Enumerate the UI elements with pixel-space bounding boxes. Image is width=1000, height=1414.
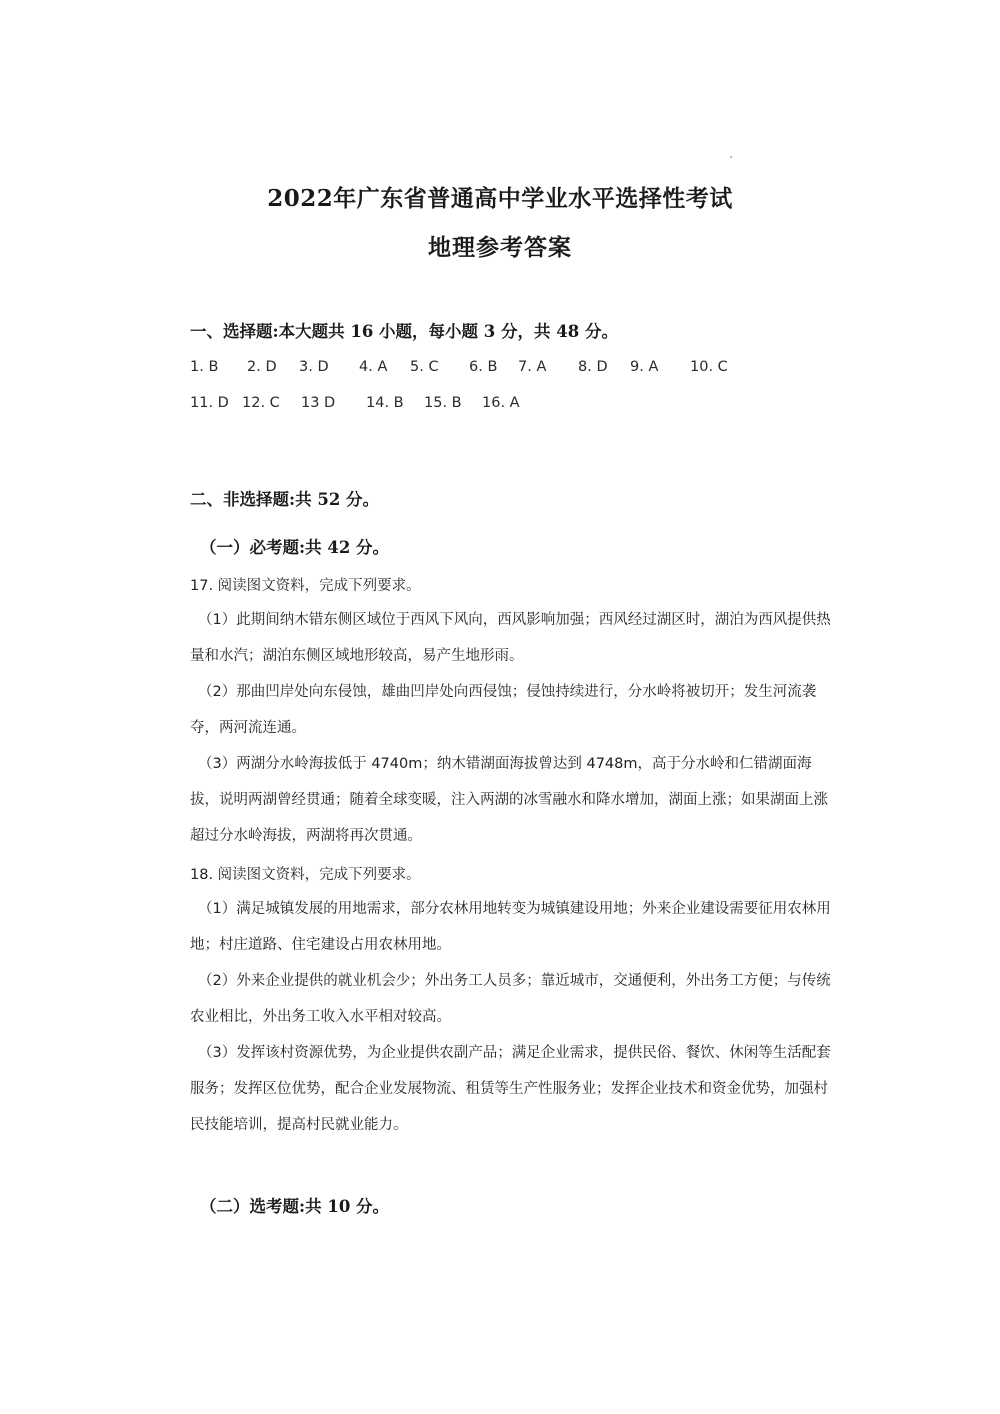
section2-heading: 二、非选择题:共 52 分。 <box>190 490 380 509</box>
question-18-answer-1: （1）满足城镇发展的用地需求，部分农林用地转变为城镇建设用地；外来企业建设需要征用农林用地；村庄道路、住宅建设占用农林用地。 <box>190 901 831 953</box>
question-17-answer-2: （2）那曲凹岸处向东侵蚀，雄曲凹岸处向西侵蚀；侵蚀持续进行，分水岭将被切开；发生河流袭夺，两河流连通。 <box>190 684 817 736</box>
answer-8: 8. D <box>578 359 608 375</box>
document-title: 2022年广东省普通高中学业水平选择性考试 <box>267 185 733 212</box>
answer-3: 3. D <box>299 359 329 375</box>
required-questions-heading: （一）必考题:共 42 分。 <box>200 538 390 557</box>
answer-9: 9. A <box>630 359 659 375</box>
answer-12: 12. C <box>242 395 280 411</box>
question-17-answer-3: （3）两湖分水岭海拔低于 4740m；纳木错湖面海拔曾达到 4748m，高于分水岭和仁错湖面海拔，说明两湖曾经贯通；随着全球变暖，注入两湖的冰雪融水和降水增加，湖面上涨；如果湖面上涨超过分水岭海拔，两湖将再次贯通。 <box>190 756 828 844</box>
question-17-answer-1: （1）此期间纳木错东侧区域位于西风下风向，西风影响加强；西风经过湖区时，湖泊为西风提供热量和水汽；湖泊东侧区域地形较高，易产生地形雨。 <box>190 612 831 664</box>
answer-15: 15. B <box>424 395 462 411</box>
answer-4: 4. A <box>359 359 388 375</box>
question-18-answer-2: （2）外来企业提供的就业机会少；外出务工人员多；靠近城市，交通便利，外出务工方便；与传统农业相比，外出务工收入水平相对较高。 <box>190 973 831 1025</box>
answer-13: 13 D <box>301 395 336 411</box>
answer-1: 1. B <box>190 359 219 375</box>
scan-speck <box>730 156 732 158</box>
question-18-answer-3: （3）发挥该村资源优势，为企业提供农副产品；满足企业需求，提供民俗、餐饮、休闲等生活配套服务；发挥区位优势，配合企业发展物流、租赁等生产性服务业；发挥企业技术和资金优势，加强村民技能培训，提高村民就业能力。 <box>190 1045 831 1133</box>
question-17-prompt: 17. 阅读图文资料，完成下列要求。 <box>190 578 421 594</box>
answer-11: 11. D <box>190 395 229 411</box>
question-18-prompt: 18. 阅读图文资料，完成下列要求。 <box>190 867 421 883</box>
answer-5: 5. C <box>410 359 439 375</box>
answer-16: 16. A <box>482 395 520 411</box>
section1-heading: 一、选择题:本大题共 16 小题，每小题 3 分，共 48 分。 <box>190 322 618 341</box>
answer-6: 6. B <box>469 359 498 375</box>
elective-questions-heading: （二）选考题:共 10 分。 <box>200 1197 390 1216</box>
document-subtitle: 地理参考答案 <box>428 234 572 261</box>
answer-10: 10. C <box>690 359 728 375</box>
answer-7: 7. A <box>518 359 547 375</box>
answer-2: 2. D <box>247 359 277 375</box>
answer-14: 14. B <box>366 395 404 411</box>
